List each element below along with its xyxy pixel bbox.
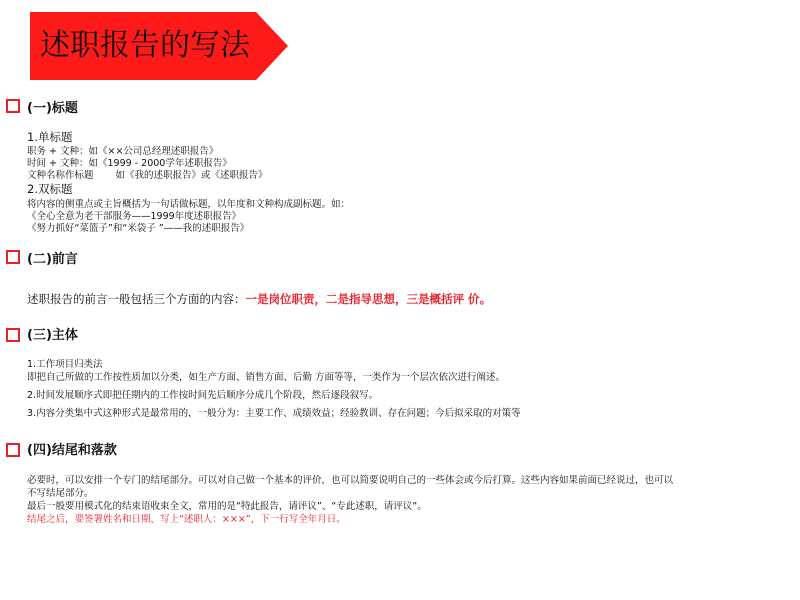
section-1-item — [27, 169, 268, 182]
section-1-item: 职务 + 文种：如《××公司总经理述职报告》 — [27, 146, 219, 157]
section-marker-icon — [6, 250, 20, 264]
section-1-item: 将内容的侧重点或主旨概括为一句话做标题，以年度和文种构成副标题。如： — [27, 199, 351, 210]
section-1-item: 1.单标题 — [27, 130, 73, 144]
title-banner — [30, 12, 288, 80]
section-2-intro-text: 述职报告的前言一般包括三个方面的内容： — [27, 292, 246, 306]
page-title: 述职报告的写法 — [40, 28, 250, 63]
section-3-heading: (三)主体 — [27, 328, 78, 343]
section-2-heading: (二)前言 — [27, 252, 78, 267]
section-4-heading: (四)结尾和落款 — [27, 443, 117, 458]
section-marker-icon — [6, 99, 20, 113]
section-4-item: 最后一般要用模式化的结束语收束全文，常用的是“特此报告，请评议”、“专此述职，请评议”。 — [27, 501, 427, 512]
section-4-item: 必要时，可以安排一个专门的结尾部分。可以对自己做一个基本的评价，也可以简要说明自己的一些体会或今后打算。这些内容如果前面已经说过，也可以 — [27, 475, 674, 486]
section-3-item: 1.工作项目归类法 — [27, 359, 103, 370]
section-4-item: 不写结尾部分。 — [27, 488, 94, 499]
section-marker-icon — [6, 328, 20, 342]
section-4-item: 结尾之后，要签署姓名和日期，写上“述职人：×××”，下一行写全年月日。 — [27, 514, 346, 525]
section-1-heading: (一)标题 — [27, 101, 78, 116]
section-1-item: 2.双标题 — [27, 182, 73, 196]
section-2-intro — [27, 291, 491, 307]
section-1-item: 《努力抓好“菜篮子”和“米袋子 ”——我的述职报告》 — [27, 223, 250, 234]
section-2-highlight: 一是岗位职责，二是指导思想，三是概括评 价。 — [245, 292, 492, 306]
section-1-item: 时间 + 文种：如《1999 - 2000学年述职报告》 — [27, 158, 232, 169]
section-marker-icon — [6, 443, 20, 457]
section-3-item: 2.时间发展顺序式即把任期内的工作按时间先后顺序分成几个阶段，然后逐段叙写。 — [27, 390, 379, 401]
section-3-item: 3.内容分类集中式这种形式是最常用的，一般分为：主要工作、成绩效益；经验教训、存在问题；今后拟采取的对策等 — [27, 408, 521, 419]
section-3-item: 即把自己所做的工作按性质加以分类，如生产方面、销售方面、后勤 方面等等，一类作为一个层次依次进行阐述。 — [27, 372, 506, 383]
section-1-item-label: 文种名称作标题 — [27, 170, 94, 181]
section-1-item: 《全心全意为老干部服务——1999年度述职报告》 — [27, 211, 242, 222]
section-1-item-example: 如《我的述职报告》或《述职报告》 — [115, 170, 268, 181]
